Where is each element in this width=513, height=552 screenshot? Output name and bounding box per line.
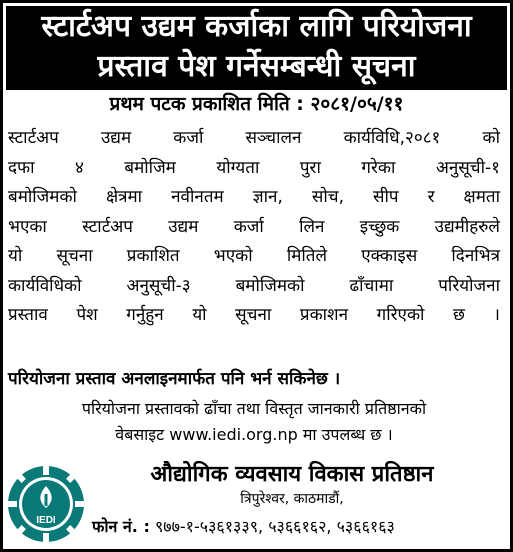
body-word: सूचना (56, 246, 93, 266)
online-submission-note: परियोजना प्रस्ताव अनलाइनमार्फत पनि भर्न सकिनेछ । (8, 369, 341, 389)
body-word: कर्जा (173, 128, 204, 148)
title-banner (6, 6, 507, 90)
body-line (8, 213, 500, 243)
body-word: यो (8, 246, 23, 266)
body-word: अनुसूची-१ (435, 157, 500, 178)
body-word: योग्यता (216, 157, 260, 178)
organization-address: त्रिपुरेश्वर, काठमाडौं, (240, 491, 344, 507)
body-word: र (427, 187, 435, 207)
body-word: बमोजिमको (235, 275, 305, 296)
title-line-2: प्रस्ताव पेश गर्नेसम्बन्धी सूचना (97, 49, 416, 84)
body-word: कार्यविधिको (8, 275, 82, 296)
body-word: बमोजिमको (8, 187, 77, 207)
phone-numbers: ९७७-१-५३६१३३९, ५३६६१६२, ५३६६१६३ (154, 517, 395, 536)
body-word: बमोजिम (124, 157, 176, 178)
body-word: भएको (213, 246, 253, 266)
body-word: छ (453, 305, 465, 325)
title-line-1: स्टार्टअप उद्यम कर्जाका लागि परियोजना (41, 9, 472, 44)
body-word: सञ्चालन (245, 128, 302, 148)
body-word: प्रकाशित (126, 246, 180, 266)
notice-body (8, 124, 500, 331)
body-word: ज्ञान, (252, 187, 283, 207)
body-word: दिनभित्र (451, 246, 500, 266)
body-word: सूचना (235, 305, 272, 325)
body-word: यो (192, 305, 207, 325)
iedi-logo-icon (6, 464, 86, 544)
info-line-1: परियोजना प्रस्तावको ढाँचा तथा विस्तृत जानकारी प्रतिष्ठानको (81, 399, 427, 418)
body-line (8, 124, 500, 154)
body-line (8, 154, 500, 184)
body-word: एक्काइस (361, 246, 418, 266)
body-word: ४ (75, 157, 84, 178)
body-line (8, 301, 500, 331)
body-line (8, 183, 500, 213)
body-word: भएका (8, 216, 47, 237)
body-word: । (493, 305, 500, 325)
body-word: इच्छुक (359, 216, 400, 237)
body-word: प्रस्ताव (8, 305, 48, 325)
body-word: उद्यमीहरुले (434, 216, 500, 237)
body-word: लिन (299, 216, 325, 237)
body-word: सीप (372, 187, 399, 207)
body-line (8, 272, 500, 302)
body-word: उद्यम (100, 128, 132, 148)
body-word: पेश (76, 305, 98, 325)
body-word: क्षमता (463, 187, 500, 207)
body-word: मितिले (286, 246, 328, 266)
body-word: दफा (8, 157, 35, 178)
first-published-date: प्रथम पटक प्रकाशित मिति : २०८१/०५/११ (109, 93, 404, 115)
body-word: कार्यविधि,२०८१ (343, 128, 441, 148)
body-line (8, 242, 500, 272)
body-word: को (482, 128, 500, 148)
body-word: गर्नुहुन (126, 305, 164, 325)
body-word: स्टार्टअप (8, 128, 59, 148)
body-word: स्टार्टअप (82, 216, 133, 237)
phone-line (92, 514, 502, 540)
body-word: गरेका (361, 157, 396, 178)
body-word: प्रकाशन (299, 305, 349, 325)
phone-label: फोन नं. : (92, 517, 150, 536)
organization-name: औद्योगिक व्यवसाय विकास प्रतिष्ठान (150, 462, 434, 487)
body-word: नवीनतम (171, 187, 224, 207)
body-word: अनुसूची-३ (126, 275, 191, 296)
logo-text: IEDI (36, 515, 56, 526)
body-word: क्षेत्रमा (105, 187, 143, 207)
body-word: सोच, (311, 187, 344, 207)
body-word: कर्जा (233, 216, 264, 237)
body-word: परियोजना (438, 275, 500, 296)
body-word: उद्यम (168, 216, 199, 237)
body-word: पुरा (299, 157, 321, 178)
info-paragraph (8, 396, 500, 448)
info-line-2: वेबसाइट www.iedi.org.np मा उपलब्ध छ । (115, 425, 393, 444)
body-word: ढाँचामा (349, 275, 394, 296)
body-word: गरिएको (376, 305, 425, 325)
iedi-logo (6, 464, 86, 544)
